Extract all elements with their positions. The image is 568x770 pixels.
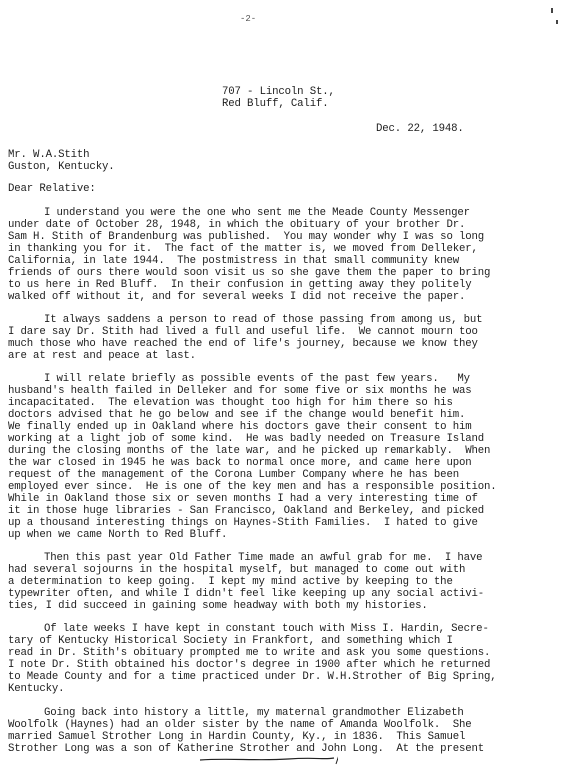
recipient-line: Guston, Kentucky.	[8, 161, 115, 173]
body-line: employed ever since. He is one of the key men and has a responsible position.	[8, 481, 497, 493]
body-line: doctors advised that he go below and see if the change would benefit him.	[8, 409, 466, 421]
body-line: married Samuel Strother Long in Hardin County, Ky., in 1836. This Samuel	[8, 731, 466, 743]
body-line: husband's health failed in Delleker and for some five or six months he was	[8, 385, 472, 397]
body-line: I will relate briefly as possible events of the past few years. My	[44, 373, 470, 385]
body-line: in thanking you for it. The fact of the matter is, we moved from Delleker,	[8, 243, 478, 255]
body-line: I understand you were the one who sent me the Meade County Messenger	[44, 207, 470, 219]
body-line: a determination to keep going. I kept my mind active by keeping to the	[8, 576, 453, 588]
body-line: read in Dr. Stith's obituary prompted me to write and ask you some questions.	[8, 647, 491, 659]
body-line: I note Dr. Stith obtained his doctor's degree in 1900 after which he returned	[8, 659, 491, 671]
scan-speck	[548, 6, 562, 36]
body-line: friends of ours there would soon visit us so she gave them the paper to bring	[8, 267, 491, 279]
page-number-mark: -2-	[240, 14, 257, 24]
body-line: Woolfolk (Haynes) had an older sister by the name of Amanda Woolfolk. She	[8, 719, 472, 731]
recipient-line: Mr. W.A.Stith	[8, 149, 90, 161]
body-line: it in those huge libraries - San Francisco, Oakland and Berkeley, and picked	[8, 505, 485, 517]
letter-date: Dec. 22, 1948.	[376, 123, 464, 135]
body-line: typewriter often, and while I didn't feel like keeping up any social activi-	[8, 588, 485, 600]
body-line: Strother Long was a son of Katherine Strother and John Long. At the present	[8, 743, 485, 755]
body-line: walked off without it, and for several weeks I did not receive the paper.	[8, 291, 466, 303]
body-line: during the closing months of the late war, and he picked up remarkably. When	[8, 445, 491, 457]
body-line: up when we came North to Red Bluff.	[8, 529, 228, 541]
body-line: While in Oakland those six or seven months I had a very interesting time of	[8, 493, 478, 505]
body-line: Sam H. Stith of Brandenburg was published. You may wonder why I was so long	[8, 231, 485, 243]
body-line: Then this past year Old Father Time made an awful grab for me. I have	[44, 552, 483, 564]
body-line: are at rest and peace at last.	[8, 350, 196, 362]
handwritten-underline	[198, 754, 338, 766]
body-line: much those who have reached the end of life's journey, because we know they	[8, 338, 478, 350]
body-line: tary of Kentucky Historical Society in Frankfort, and something which I	[8, 635, 453, 647]
body-line: Of late weeks I have kept in constant touch with Miss I. Hardin, Secre-	[44, 623, 489, 635]
body-line: request of the management of the Corona Lumber Company where he has been	[8, 469, 459, 481]
body-line: I dare say Dr. Stith had lived a full and useful life. We cannot mourn too	[8, 326, 478, 338]
body-line: up a thousand interesting things on Haynes-Stith Families. I hated to give	[8, 517, 478, 529]
address-line: Red Bluff, Calif.	[222, 98, 329, 110]
body-line: incapacitated. The elevation was thought too high for him there so his	[8, 397, 453, 409]
body-line: to Meade County and for a time practiced under Dr. W.H.Strother of Big Spring,	[8, 671, 497, 683]
body-line: Going back into history a little, my maternal grandmother Elizabeth	[44, 707, 464, 719]
body-line: working at a light job of some kind. He was badly needed on Treasure Island	[8, 433, 485, 445]
body-line: Kentucky.	[8, 683, 65, 695]
body-line: It always saddens a person to read of those passing from among us, but	[44, 314, 483, 326]
body-line: the war closed in 1945 he was back to normal once more, and came here upon	[8, 457, 472, 469]
address-line: 707 - Lincoln St.,	[222, 86, 335, 98]
body-line: had several sojourns in the hospital myself, but managed to come out with	[8, 564, 466, 576]
body-line: to us here in Red Bluff. In their confusion in getting away they politely	[8, 279, 472, 291]
body-line: ties, I did succeed in gaining some headway with both my histories.	[8, 600, 428, 612]
body-line: under date of October 28, 1948, in which the obituary of your brother Dr.	[8, 219, 466, 231]
body-line: California, in late 1944. The postmistress in that small community knew	[8, 255, 459, 267]
body-line: We finally ended up in Oakland where his doctors gave their consent to him	[8, 421, 472, 433]
salutation: Dear Relative:	[8, 183, 96, 195]
